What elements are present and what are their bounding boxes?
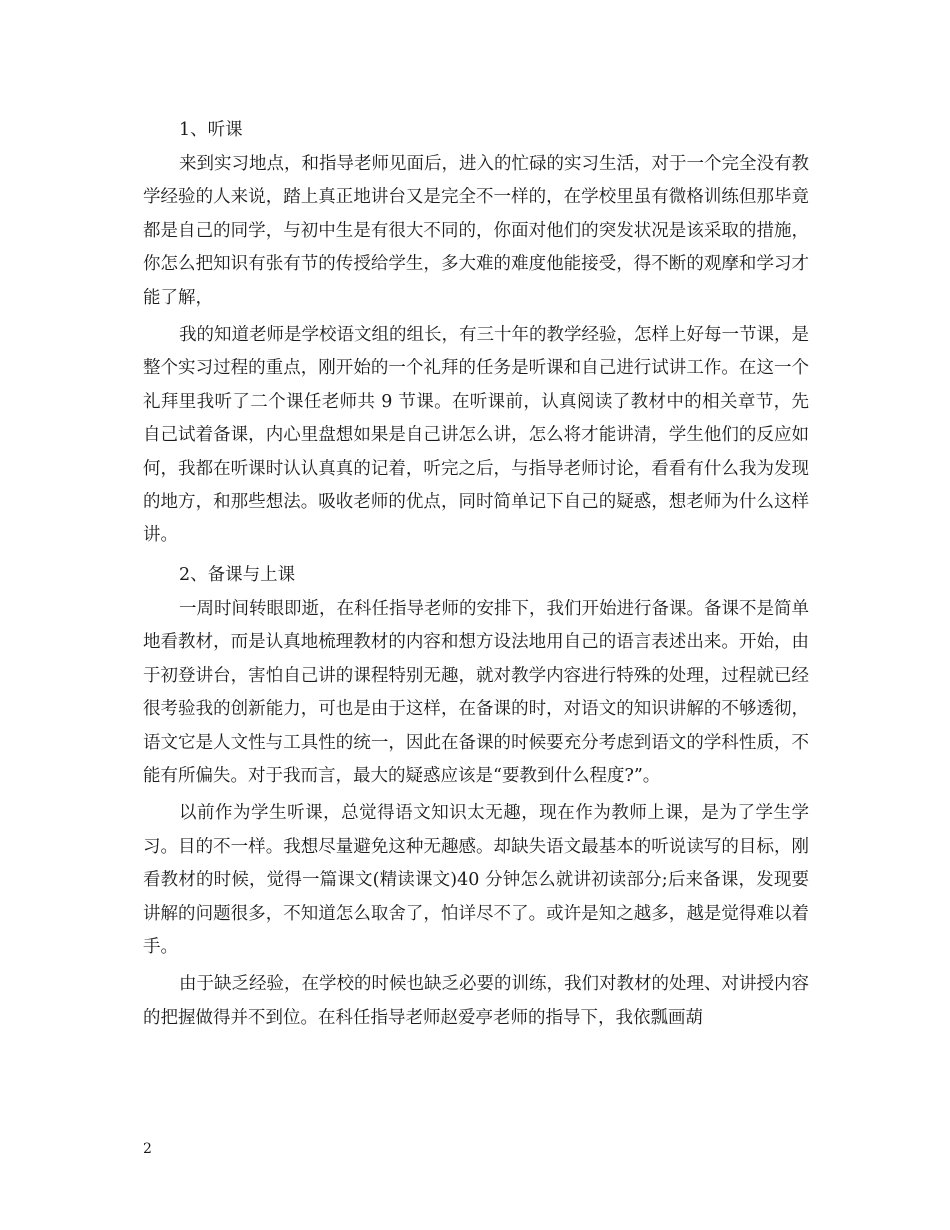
page-number: 2 bbox=[143, 1141, 152, 1157]
paragraph: 我的知道老师是学校语文组的组长，有三十年的教学经验，怎样上好每一节课，是整个实习过程的重点，刚开始的一个礼拜的任务是听课和自己进行试讲工作。在这一个礼拜里我听了二个课任老师共 9 节课。在听课前，认真阅读了教材中的相关章节，先自己试着备课，内心里盘想如果是自己讲怎么讲，怎么将才能讲清，学生他们的反应如何，我都在听课时认认真真的记着，听完之后，与指导老师讨论，看看有什么我为发现的地方，和那些想法。吸收老师的优点，同时简单记下自己的疑惑，想老师为什么这样讲。 bbox=[143, 325, 809, 546]
paragraph: 以前作为学生听课，总觉得语文知识太无趣，现在作为教师上课，是为了学生学习。目的不一样。我想尽量避免这种无趣感。却缺失语文最基本的听说读写的目标，刚看教材的时候，觉得一篇课文(精读课文)40 分钟怎么就讲初读部分;后来备课，发现要讲解的问题很多，不知道怎么取舍了，怕详尽不了。或许是知之越多，越是觉得难以着手。 bbox=[143, 803, 809, 957]
section-heading-listening: 1、听课 bbox=[179, 120, 243, 140]
section-heading-lesson-prep: 2、备课与上课 bbox=[179, 564, 296, 585]
paragraph: 一周时间转眼即逝，在科任指导老师的安排下，我们开始进行备课。备课不是简单地看教材，而是认真地梳理教材的内容和想方设法地用自己的语言表述出来。开始，由于初登讲台，害怕自己讲的课程特别无趣，就对教学内容进行特殊的处理，过程就已经很考验我的创新能力，可也是由于这样，在备课的时，对语文的知识讲解的不够透彻，语文它是人文性与工具性的统一，因此在备课的时候要充分考虑到语文的学科性质，不能有所偏失。对于我而言，最大的疑惑应该是“要教到什么程度?”。 bbox=[143, 598, 809, 786]
paragraph: 来到实习地点，和指导老师见面后，进入的忙碌的实习生活，对于一个完全没有教学经验的人来说，踏上真正地讲台又是完全不一样的，在学校里虽有微格训练但那毕竟都是自己的同学，与初中生是有很大不同的，你面对他们的突发状况是该采取的措施，你怎么把知识有张有节的传授给学生，多大难的难度他能接受，得不断的观摩和学习才能了解， bbox=[143, 154, 809, 308]
document-body bbox=[143, 112, 809, 1035]
paragraph: 由于缺乏经验，在学校的时候也缺乏必要的训练，我们对教材的处理、对讲授内容的把握做得并不到位。在科任指导老师赵爱亭老师的指导下，我依瓢画葫 bbox=[143, 974, 809, 1028]
